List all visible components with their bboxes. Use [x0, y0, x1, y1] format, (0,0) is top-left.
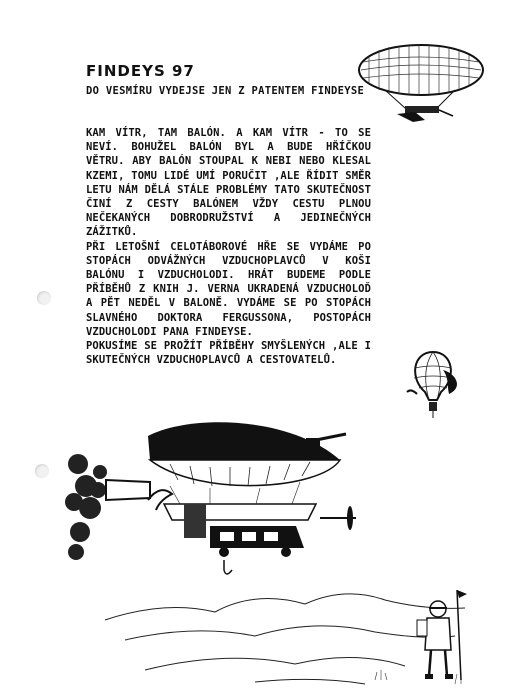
page-title: FINDEYS 97 — [86, 62, 195, 80]
paragraph-1: KAM VÍTR, TAM BALÓN. A KAM VÍTR - TO SE NEVÍ. BOHUŽEL BALÓN BYL A BUDE HŘÍČKOU VĚTRU. ABY BALÓN STOUPAL K NEBI NEBO KLESAL KZEMI, TOMU LIDÉ UMÍ PORUČIT ,ALE ŘÍDIT SMĚR LETU NÁM DĚLÁ STÁLE PROBLÉMY TATO SKUTEČNOST ČINÍ Z CESTY BALÓNEM VŽDY CESTU PLNOU NEČEKANÝCH DOBRODRUŽSTVÍ A JEDINEČNÝCH ZÁŽITKŮ. — [86, 127, 371, 239]
hot-air-balloon-illustration — [405, 348, 465, 423]
landscape-explorer-illustration — [105, 580, 475, 695]
paragraph-2: PŘI LETOŠNÍ CELOTÁBOROVÉ HŘE SE VYDÁME PO STOPÁCH ODVÁŽNÝCH VZDUCHOPLAVCŮ V KOŠI BALÓNU I VZDUCHOLODI. HRÁT BUDEME PODLE PŘÍBĚHŮ Z KNIH J. VERNA UKRADENÁ VZDUCHOLOĎ A PĚT NEDĚL V BALONĚ. VYDÁME SE PO STOPÁCH SLAVNÉHO DOKTORA FERGUSSONA, POSTOPÁCH VZDUCHOLODI PANA FINDEYSE. — [86, 240, 371, 338]
paragraph-3: POKUSÍME SE PROŽÍT PŘÍBĚHY SMYŠLENÝCH ,ALE I SKUTEČNÝCH VZDUCHOPLAVCŮ A CESTOVATELŮ. — [86, 340, 371, 367]
body-text — [86, 126, 371, 367]
page-subtitle: DO VESMÍRU VYDEJSE JEN Z PATENTEM FINDEYSE — [86, 85, 365, 97]
punch-hole-bottom — [35, 464, 49, 478]
punch-hole-top — [37, 291, 51, 305]
airship-illustration — [60, 420, 370, 585]
zeppelin-illustration — [355, 40, 490, 125]
